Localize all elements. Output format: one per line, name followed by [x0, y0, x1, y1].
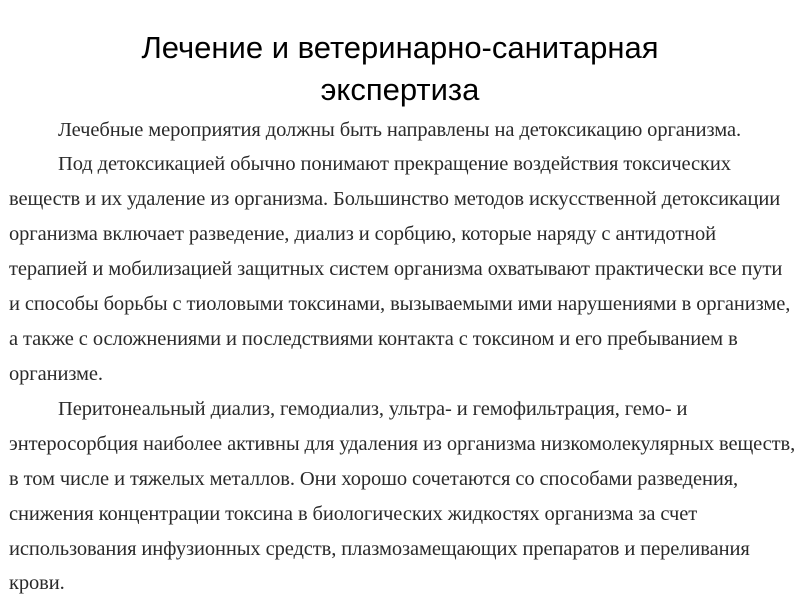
body-line: энтеросорбция наиболее активны для удаления из организма низкомолекулярных веществ,	[9, 433, 796, 455]
body-line: организме.	[9, 363, 103, 385]
slide-title-line-2: экспертиза	[320, 72, 480, 107]
body-line: снижения концентрации токсина в биологических жидкостях организма за счет	[9, 503, 698, 525]
slide-title-line-1: Лечение и ветеринарно-санитарная	[141, 30, 659, 65]
body-line: крови.	[9, 572, 65, 594]
body-line: а также с осложнениями и последствиями контакта с токсином и его пребыванием в	[9, 328, 738, 350]
body-line: и способы борьбы с тиоловыми токсинами, вызываемыми ими нарушениями в организме,	[9, 293, 791, 315]
body-line: использования инфузионных средств, плазмозамещающих препаратов и переливания	[9, 538, 750, 560]
body-line: организма включает разведение, диализ и сорбцию, которые наряду с антидотной	[9, 223, 717, 245]
body-line: веществ и их удаление из организма. Большинство методов искусственной детоксикации	[9, 188, 781, 210]
slide-title	[0, 27, 800, 111]
body-line: Лечебные мероприятия должны быть направлены на детоксикацию организма.	[58, 119, 741, 141]
body-line: в том числе и тяжелых металлов. Они хорошо сочетаются со способами разведения,	[9, 468, 739, 490]
body-line: Под детоксикацией обычно понимают прекращение воздействия токсических	[58, 153, 731, 175]
body-line: Перитонеальный диализ, гемодиализ, ультра- и гемофильтрация, гемо- и	[58, 398, 688, 420]
body-line: терапией и мобилизацией защитных систем организма охватывают практически все пути	[9, 258, 783, 280]
